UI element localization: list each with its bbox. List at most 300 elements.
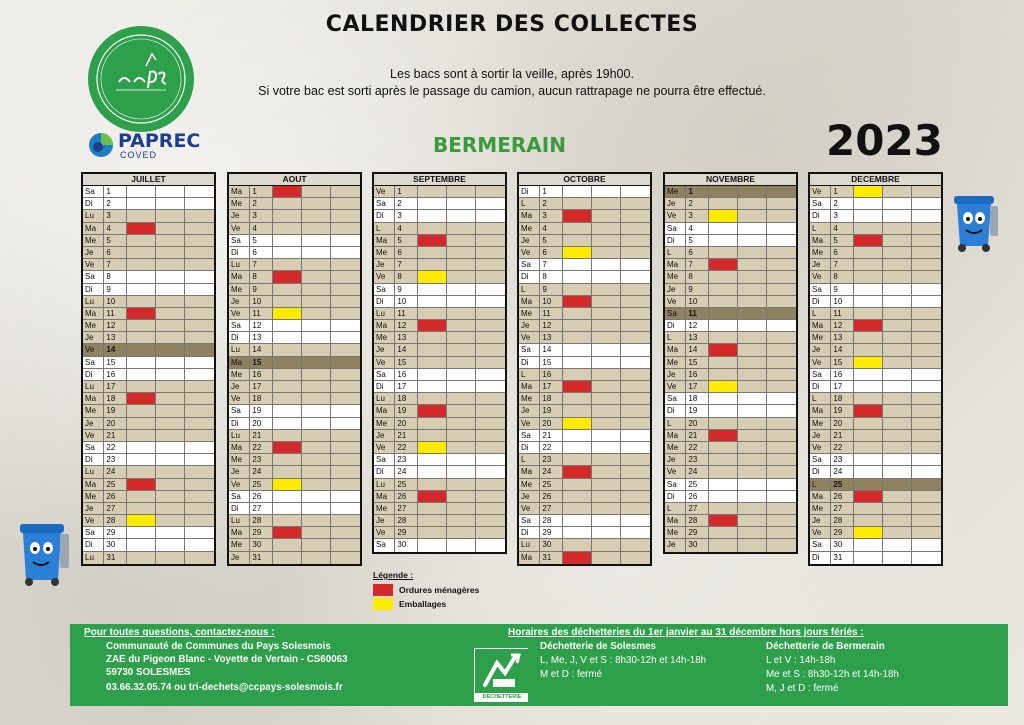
day-number: 26 [104,491,126,502]
empty-cell [185,332,214,343]
empty-cell [476,284,505,295]
day-number: 12 [831,320,853,331]
empty-cell [447,466,476,477]
collection-cell [854,430,883,441]
empty-cell [302,332,331,343]
day-number: 1 [540,186,562,197]
empty-cell [883,198,912,209]
day-number: 12 [540,320,562,331]
day-number: 20 [250,418,272,429]
day-number: 9 [104,284,126,295]
day-row [229,479,360,491]
day-row [665,271,796,283]
empty-cell [912,357,941,368]
day-row [810,210,941,222]
collection-cell [854,381,883,392]
empty-cell [331,320,360,331]
day-row [374,284,505,296]
empty-cell [156,381,185,392]
day-number: 22 [395,442,417,453]
day-row [519,320,650,332]
collection-cell [418,466,447,477]
empty-cell [156,393,185,404]
empty-cell [912,296,941,307]
day-row [665,223,796,235]
collection-cell [418,515,447,526]
empty-cell [185,271,214,282]
day-of-week: Di [374,381,395,392]
day-row [519,552,650,564]
empty-cell [883,223,912,234]
day-number: 4 [395,223,417,234]
collection-cell [127,552,156,564]
day-of-week: Me [374,418,395,429]
empty-cell [738,466,767,477]
empty-cell [156,235,185,246]
empty-cell [621,271,650,282]
day-number: 10 [540,296,562,307]
legend-swatch-yellow [373,598,393,610]
day-of-week: Ma [229,527,250,538]
collection-cell [127,418,156,429]
day-row [665,296,796,308]
empty-cell [767,320,796,331]
collection-cell [127,235,156,246]
day-of-week: Me [83,320,104,331]
empty-cell [331,503,360,514]
collection-cell [563,235,592,246]
day-number: 17 [686,381,708,392]
day-row [374,527,505,539]
day-of-week: Di [519,527,540,538]
day-of-week: Di [665,235,686,246]
bermerain-hours-2: Me et S : 8h30-12h et 14h-18h [766,669,899,680]
empty-cell [912,479,941,490]
empty-cell [302,284,331,295]
day-of-week: Je [810,259,831,270]
empty-cell [592,552,621,564]
day-row [374,393,505,405]
empty-cell [912,210,941,221]
empty-cell [592,393,621,404]
collection-cell [563,259,592,270]
empty-cell [156,430,185,441]
day-of-week: Di [810,296,831,307]
empty-cell [331,344,360,355]
empty-cell [912,503,941,514]
empty-cell [883,515,912,526]
day-of-week: Lu [229,515,250,526]
day-row [665,503,796,515]
collection-cell [563,186,592,197]
day-number: 20 [540,418,562,429]
day-number: 13 [104,332,126,343]
collection-cell [273,515,302,526]
day-of-week: Di [810,466,831,477]
day-number: 29 [831,527,853,538]
day-row [374,405,505,417]
hours-heading: Horaires des déchetteries du 1er janvier au 31 décembre hors jours fériés : [508,627,864,638]
day-of-week: L [519,454,540,465]
collection-cell [563,454,592,465]
collection-cell [273,369,302,380]
month-name: JUILLET [83,174,214,186]
day-number: 14 [104,344,126,355]
day-number: 1 [686,186,708,197]
day-row [229,247,360,259]
empty-cell [476,491,505,502]
collection-cell [418,284,447,295]
day-number: 6 [831,247,853,258]
empty-cell [476,235,505,246]
day-row [374,198,505,210]
day-number: 22 [831,442,853,453]
day-number: 13 [686,332,708,343]
day-number: 8 [831,271,853,282]
day-of-week: Je [519,235,540,246]
day-number: 29 [250,527,272,538]
empty-cell [185,552,214,564]
empty-cell [621,442,650,453]
collection-cell [127,442,156,453]
collection-ordures-marker [418,235,447,246]
empty-cell [476,223,505,234]
day-of-week: Me [374,332,395,343]
day-number: 2 [831,198,853,209]
day-of-week: Je [374,515,395,526]
day-of-week: Di [810,552,831,564]
empty-cell [738,357,767,368]
day-number: 23 [540,454,562,465]
day-row [810,235,941,247]
day-number: 30 [104,539,126,550]
empty-cell [592,308,621,319]
empty-cell [476,527,505,538]
day-of-week: Ma [374,491,395,502]
day-of-week: Di [665,320,686,331]
empty-cell [738,369,767,380]
empty-cell [738,296,767,307]
collection-ordures-marker [127,308,156,319]
day-number: 17 [250,381,272,392]
collection-cell [273,210,302,221]
empty-cell [302,381,331,392]
empty-cell [447,454,476,465]
collection-cell [273,344,302,355]
day-row [665,344,796,356]
collection-emballages-marker [127,515,156,526]
empty-cell [883,442,912,453]
empty-cell [621,503,650,514]
empty-cell [767,369,796,380]
month-aout [227,172,362,566]
day-of-week: Ve [229,308,250,319]
collection-ordures-marker [273,442,302,453]
empty-cell [302,259,331,270]
day-number: 9 [686,284,708,295]
day-row [810,539,941,551]
empty-cell [476,503,505,514]
day-row [374,186,505,198]
day-of-week: Lu [229,430,250,441]
recycle-bin-mascot-icon [946,188,1006,257]
day-of-week: Je [665,369,686,380]
paprec-sub: COVED [120,150,158,160]
empty-cell [592,442,621,453]
day-row [83,271,214,283]
day-of-week: Je [229,466,250,477]
day-of-week: Ma [665,515,686,526]
empty-cell [767,308,796,319]
collection-cell [418,247,447,258]
day-row [229,259,360,271]
empty-cell [592,332,621,343]
collection-cell [273,198,302,209]
empty-cell [331,466,360,477]
empty-cell [331,418,360,429]
day-row [83,479,214,491]
empty-cell [476,198,505,209]
day-number: 14 [686,344,708,355]
day-row [519,466,650,478]
empty-cell [331,186,360,197]
empty-cell [156,344,185,355]
day-of-week: Me [374,247,395,258]
collection-cell [273,259,302,270]
day-number: 24 [250,466,272,477]
empty-cell [447,320,476,331]
day-of-week: L [665,418,686,429]
day-of-week: Ve [83,515,104,526]
empty-cell [621,210,650,221]
empty-cell [447,259,476,270]
day-of-week: Me [665,271,686,282]
empty-cell [156,332,185,343]
collection-cell [709,503,738,514]
day-number: 12 [395,320,417,331]
empty-cell [621,539,650,550]
day-of-week: Lu [519,539,540,550]
empty-cell [447,442,476,453]
day-row [810,369,941,381]
empty-cell [156,296,185,307]
day-number: 15 [395,357,417,368]
day-of-week: Lu [83,381,104,392]
day-of-week: Sa [229,320,250,331]
day-of-week: Sa [519,259,540,270]
day-of-week: Ve [229,479,250,490]
empty-cell [883,503,912,514]
day-number: 13 [250,332,272,343]
collection-cell [418,344,447,355]
day-number: 8 [104,271,126,282]
empty-cell [767,284,796,295]
day-of-week: Je [229,210,250,221]
empty-cell [331,198,360,209]
empty-cell [883,539,912,550]
empty-cell [185,210,214,221]
day-row [374,344,505,356]
day-row [374,271,505,283]
day-of-week: Sa [374,198,395,209]
day-of-week: Di [83,454,104,465]
day-of-week: Je [810,515,831,526]
collection-cell [563,198,592,209]
day-of-week: Di [229,503,250,514]
day-of-week: Ma [229,442,250,453]
collection-cell [127,430,156,441]
empty-cell [156,320,185,331]
day-row [519,418,650,430]
empty-cell [302,430,331,441]
day-row [519,539,650,551]
empty-cell [621,430,650,441]
day-row [810,308,941,320]
day-row [665,466,796,478]
collection-ordures-marker [563,296,592,307]
empty-cell [476,320,505,331]
collection-cell [709,284,738,295]
empty-cell [738,284,767,295]
empty-cell [447,235,476,246]
empty-cell [912,344,941,355]
day-row [374,381,505,393]
day-row [519,393,650,405]
day-row [519,369,650,381]
empty-cell [767,393,796,404]
empty-cell [883,357,912,368]
collection-cell [273,381,302,392]
collection-cell [273,235,302,246]
collection-cell [273,393,302,404]
collection-cell [709,442,738,453]
empty-cell [447,296,476,307]
collection-ordures-marker [418,320,447,331]
collection-ordures-marker [709,430,738,441]
day-of-week: Je [83,503,104,514]
empty-cell [912,491,941,502]
empty-cell [592,381,621,392]
day-row [810,247,941,259]
empty-cell [156,454,185,465]
day-row [229,552,360,564]
empty-cell [302,418,331,429]
day-row [229,491,360,503]
empty-cell [156,186,185,197]
collection-cell [127,405,156,416]
day-of-week: Sa [810,284,831,295]
day-row [519,259,650,271]
empty-cell [883,320,912,331]
empty-cell [912,418,941,429]
empty-cell [331,369,360,380]
empty-cell [738,491,767,502]
empty-cell [592,515,621,526]
day-of-week: Je [665,454,686,465]
day-row [374,235,505,247]
day-of-week: Je [374,344,395,355]
collection-cell [854,198,883,209]
day-row [665,539,796,551]
day-row [229,527,360,539]
collection-emballages-marker [854,186,883,197]
day-number: 7 [250,259,272,270]
day-number: 5 [104,235,126,246]
day-of-week: Me [810,247,831,258]
collection-cell [563,332,592,343]
day-number: 3 [540,210,562,221]
collection-cell [709,357,738,368]
collection-cell [563,271,592,282]
day-row [810,405,941,417]
empty-cell [621,491,650,502]
collection-cell [854,466,883,477]
day-number: 29 [686,527,708,538]
day-row [374,454,505,466]
empty-cell [331,430,360,441]
day-row [519,296,650,308]
collection-cell [418,223,447,234]
empty-cell [912,454,941,465]
empty-cell [621,186,650,197]
contact-phone-email: 03.66.32.05.74 ou tri-dechets@ccpays-solesmois.fr [106,682,343,693]
day-of-week: Sa [83,527,104,538]
empty-cell [156,552,185,564]
day-row [665,442,796,454]
day-row [374,332,505,344]
empty-cell [447,284,476,295]
empty-cell [185,235,214,246]
empty-cell [476,296,505,307]
day-row [229,466,360,478]
day-row [665,454,796,466]
day-of-week: L [810,479,831,490]
collection-ordures-marker [709,259,738,270]
collection-cell [127,320,156,331]
empty-cell [883,344,912,355]
collection-cell [127,332,156,343]
empty-cell [738,503,767,514]
empty-cell [156,369,185,380]
day-row [519,235,650,247]
day-number: 21 [831,430,853,441]
collection-ordures-marker [418,491,447,502]
empty-cell [767,344,796,355]
empty-cell [883,527,912,538]
empty-cell [883,393,912,404]
empty-cell [592,503,621,514]
day-of-week: Ma [83,393,104,404]
day-of-week: Ma [519,210,540,221]
collection-cell [563,430,592,441]
day-row [519,357,650,369]
day-number: 19 [831,405,853,416]
empty-cell [476,430,505,441]
day-of-week: Me [810,418,831,429]
empty-cell [185,454,214,465]
collection-cell [854,284,883,295]
empty-cell [767,539,796,551]
collection-cell [127,381,156,392]
empty-cell [447,479,476,490]
day-row [665,527,796,539]
collection-cell [709,418,738,429]
day-of-week: L [519,198,540,209]
day-number: 23 [395,454,417,465]
day-number: 29 [395,527,417,538]
collection-cell [709,454,738,465]
day-number: 2 [686,198,708,209]
